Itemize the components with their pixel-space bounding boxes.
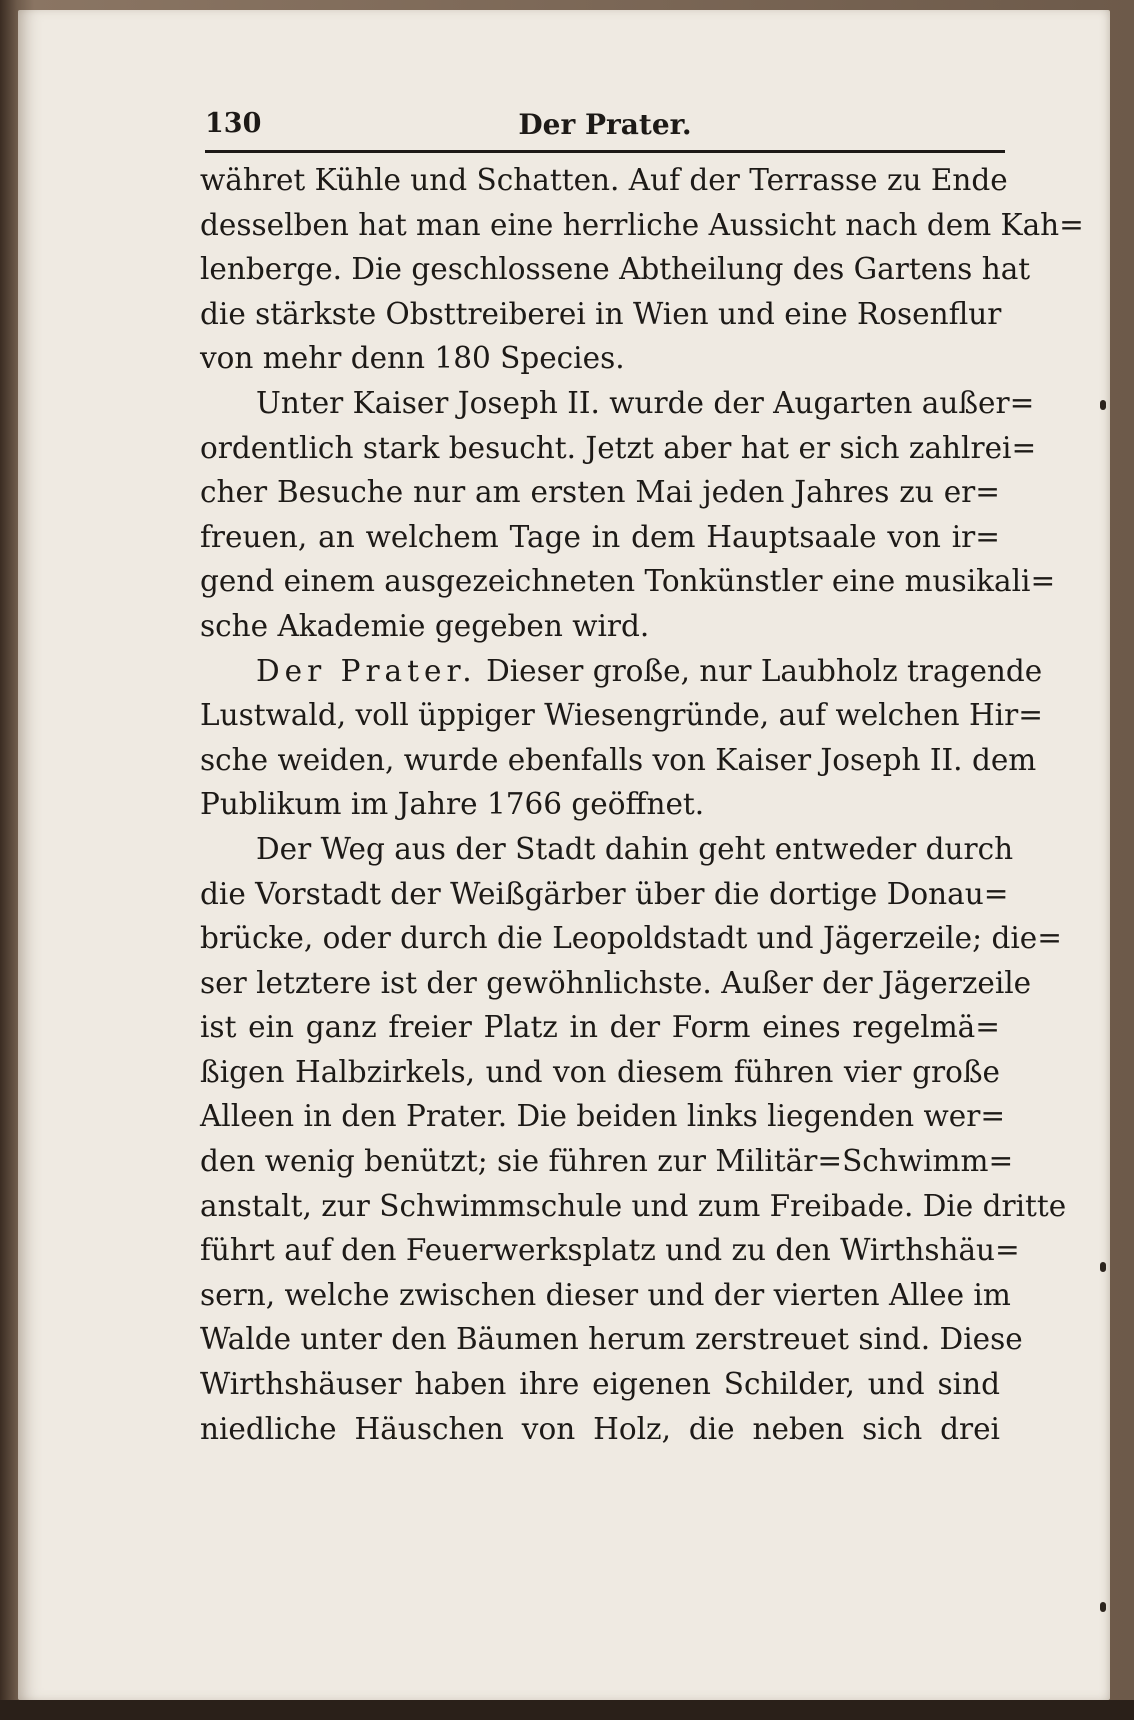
header-rule bbox=[205, 150, 1005, 153]
margin-mark bbox=[1100, 1602, 1106, 1612]
text-line: ßigen Halbzirkels, und von diesem führen vier große bbox=[200, 1054, 1000, 1089]
margin-mark bbox=[1100, 1262, 1106, 1272]
text-line: ist ein ganz freier Platz in der Form eines regelmä= bbox=[200, 1010, 1000, 1045]
running-title: Der Prater. bbox=[518, 108, 692, 141]
text-line: Walde unter den Bäumen herum zerstreuet sind. Diese bbox=[200, 1322, 1023, 1357]
text-line: lenberge. Die geschlossene Abtheilung des Gartens hat bbox=[200, 252, 1031, 287]
text-line: den wenig benützt; sie führen zur Militär=Schwimm= bbox=[200, 1144, 1014, 1179]
text-line: Publikum im Jahre 1766 geöffnet. bbox=[200, 787, 705, 822]
text-line: sche weiden, wurde ebenfalls von Kaiser Joseph II. dem bbox=[200, 742, 1037, 777]
text-line: sern, welche zwischen dieser und der vierten Allee im bbox=[200, 1277, 1011, 1312]
page-header bbox=[205, 100, 1005, 144]
section-heading: Der Prater. bbox=[256, 653, 477, 688]
text-line: ser letztere ist der gewöhnlichste. Außer der Jägerzeile bbox=[200, 965, 1032, 1000]
page-number: 130 bbox=[205, 108, 262, 139]
text-line bbox=[200, 649, 1043, 694]
text-line: desselben hat man eine herrliche Aussicht nach dem Kah= bbox=[200, 207, 1084, 242]
text-line: Lustwald, voll üppiger Wiesengründe, auf welchen Hir= bbox=[200, 698, 1043, 733]
body-text bbox=[200, 158, 1084, 1451]
text-line: die stärkste Obsttreiberei in Wien und eine Rosenflur bbox=[200, 296, 1002, 331]
scan-bottom-edge bbox=[0, 1700, 1134, 1720]
text-line: führt auf den Feuerwerksplatz und zu den Wirthshäu= bbox=[200, 1233, 1020, 1268]
text-line: währet Kühle und Schatten. Auf der Terrasse zu Ende bbox=[200, 163, 1008, 197]
text-line: gend einem ausgezeichneten Tonkünstler eine musikali= bbox=[200, 564, 1056, 599]
text-line: Wirthshäuser haben ihre eigenen Schilder, und sind bbox=[200, 1367, 1000, 1402]
section-heading-continuation: Dieser große, nur Laubholz tragende bbox=[486, 653, 1043, 688]
text-line: niedliche Häuschen von Holz, die neben sich drei bbox=[200, 1411, 1000, 1446]
text-line: Der Weg aus der Stadt dahin geht entweder durch bbox=[256, 831, 1014, 866]
text-line: brücke, oder durch die Leopoldstadt und Jägerzeile; die= bbox=[200, 921, 1062, 956]
text-line: von mehr denn 180 Species. bbox=[200, 341, 625, 376]
text-line: Alleen in den Prater. Die beiden links liegenden wer= bbox=[200, 1099, 1006, 1134]
text-line: ordentlich stark besucht. Jetzt aber hat er sich zahlrei= bbox=[200, 430, 1037, 465]
text-line: sche Akademie gegeben wird. bbox=[200, 608, 650, 643]
text-line: cher Besuche nur am ersten Mai jeden Jahres zu er= bbox=[200, 475, 1000, 510]
text-line: freuen, an welchem Tage in dem Hauptsaale von ir= bbox=[200, 519, 1000, 554]
text-line: anstalt, zur Schwimmschule und zum Freibade. Die dritte bbox=[200, 1188, 1067, 1223]
text-line: Unter Kaiser Joseph II. wurde der Augarten außer= bbox=[256, 385, 1035, 420]
margin-mark bbox=[1100, 400, 1106, 410]
text-line: die Vorstadt der Weißgärber über die dortige Donau= bbox=[200, 876, 1009, 911]
